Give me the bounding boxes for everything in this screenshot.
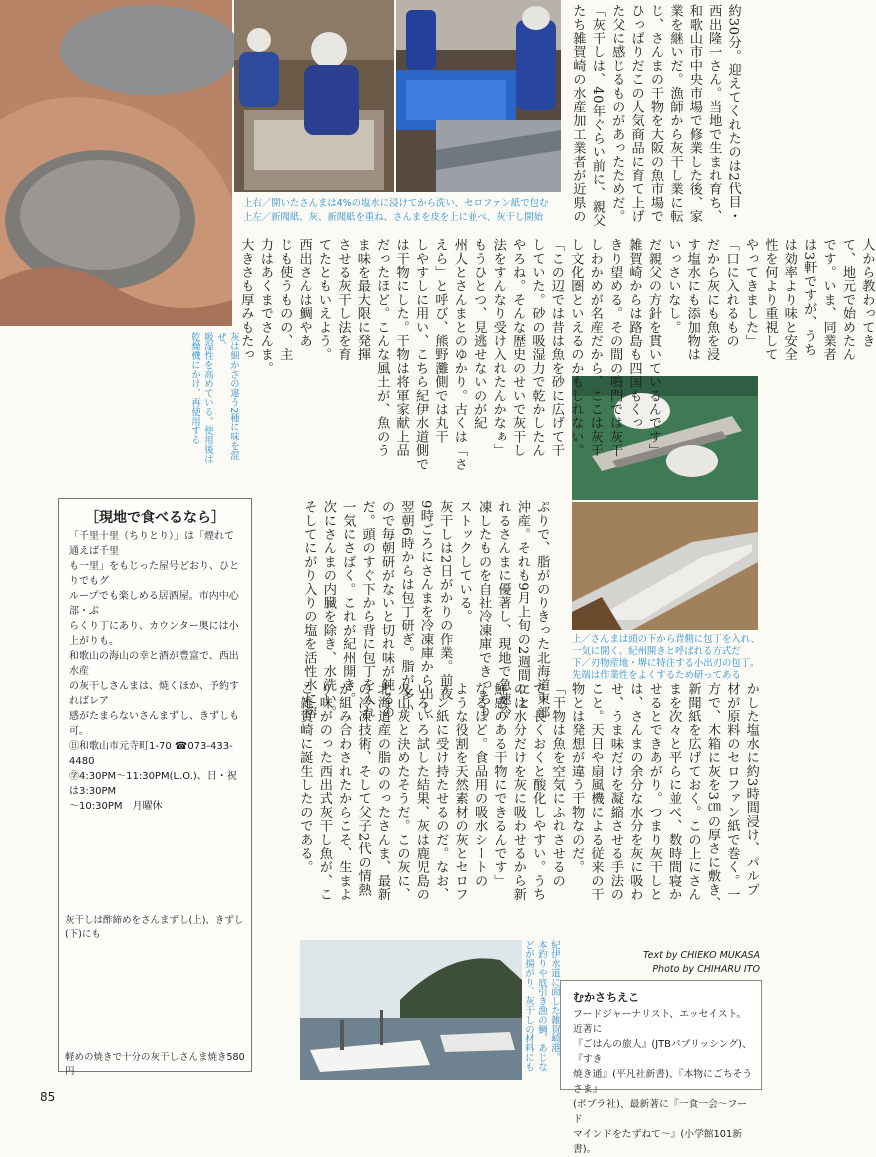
knife-caption-line4: 先端は作業性をよくするため研ってある [572,670,741,681]
ash-in-hands-photo [0,0,232,326]
workers-photo-right [234,0,394,192]
photo-caption-top-left: 上左／新聞紙、灰、新聞紙を重ね、さんまを皮を上に並べ、灰干し開始 [243,212,544,223]
page-number: 85 [40,1090,56,1104]
harbor-photo-caption: 紀伊水道に面した雑賀崎港。 本釣りや底引き漁の鯛、あじな どが揚がり、灰干しの材料にも [523,940,560,1072]
photo-credit: Photo by CHIHARU ITO [652,964,760,975]
knife-photo [572,502,758,630]
author-profile-box [560,980,762,1155]
body-column-3: ぷりで、脂がのりきった北海道東部 沖産。それも9月上旬の2週間にと れるさんまに優著し、現地で急速冷 凍したものを自社冷凍庫できっちり ストックしている。 灰干しは2日がかりの作業。前夜 9時ごろにさんまを冷凍庫から出し、 翌朝6時からは包丁研ぎ。脂が多い ので毎朝研がないと切れ味が鈍るの だ。頭のすぐ下から背に包丁を入れ 一気にさばく。これが紀州開き。 次にさんまの内臓を除き、水洗い。 そしてにがり入りの塩を活性水に溶 [301,500,550,729]
body-column-4: かした塩水に約3時間浸け、パルプ 材が原料のセロファン紙で巻く。一 方で、木箱に灰を3㎝の厚さに敷き、 新聞紙を広げておく。この上にさん まを次々と平らに並べ、数時間寝か せるとできあがり。つまり灰干しと は、さんまの余分な水分を灰に吸わ せ、うま味だけを凝縮させる手法の こと。天日や扇風機による従来の干 物とは発想が違う干物なのだ。 「干物は魚を空気にふれさせるの で、長くおくと酸化しやすい。うち のは水分だけを灰に吸わせるから新 鮮感のある干物にできるんです」 なるほど。食品用の吸水シートの ような役割を天然素材の灰とセロフ ァン紙に受け持たせるのだ。なお、 いろいろ試した結果、灰は鹿児島の 火山灰と決めたそうだ。この灰に、 北海道産の脂ののったさんま、最新 の冷凍技術、そして父子2代の情熱 が組み合わされたからこそ、生まよ り味がのった西出式灰干し魚が、こ こ雑賀崎に誕生したのである。 [297,682,759,911]
restaurant-info-box [58,498,252,1077]
knife-caption-line3: 下／刃物産地・堺に特注する小出刃の包丁。 [572,658,760,669]
text-credit: Text by CHIEKO MUKASA [643,950,760,961]
knife-caption-line2: 一気に開く。紀州開きと呼ばれる方式だ [572,646,741,657]
workers-photo-left [396,0,561,192]
body-column-1: 約30分。迎えてくれたのは2代目・ 西出隆一さん。当地で生まれ育ち、 和歌山市中央市場で修業した後、家 業を継いだ。漁師から灰干し業に転 じ、さんまの干物を大阪の魚市場で ひっぱりだこの人気商品に育て上げ た父に感じるものがあったためだ。 「灰干しは、40年ぐらい前に、親父 たち雑賀崎の水産加工業者が近県の [570,4,741,228]
photo-caption-top-right: 上右／開いたさんまは4%の塩水に浸けてから洗い、セロファン紙で包む [243,198,549,209]
ash-photo-caption: 灰は細かさの違う2種に味を混ぜ、 吸湿性を高めている。使用後は 乾燥機にかけ、再使用する [189,332,239,464]
info-box-body: 「千里十里（ちりとり）」は「煙れて通えば千里 も一里」をもじった屋号どおり、ひとりでもグ ループでも楽しめる居酒屋。市内中心部・ぶ らくり丁にあり、カウンター奥には小上がりも。 和歌山の海山の幸と酒が豊富で、西出水産 の灰干しさんまは、焼くほか、予約すればレア 感がたまらないさんまずし、きずしも可。 ㊐和歌山市元寺町1-70 ☎073-433-4480 ㊫4:30PM〜11:30PM(L.O.)、日・祝は3:30PM 〜10:30PM 月曜休 [69,531,239,812]
harbor-photo [300,940,522,1080]
info-box-title: ［現地で食べるなら］ [85,510,225,526]
dish1-caption: 灰干しは酢締めをさんまずし(上)、きずし(下)にも [65,915,244,940]
knife-caption-line1: 上／さんまは頭の下から背側に包丁を入れ、 [572,634,761,645]
dish2-caption: 軽めの焼きで十分の灰干しさんま焼き580円 [65,1052,245,1077]
author-name: むかさちえこ [573,991,639,1004]
body-column-2: 人から教わってき て、地元で始めたん です。いま、同業者 は3軒ですが、うち は効率より味と安全 性を何より重視して やってきました」 「口に入れるもの だから灰にも魚を浸 す塩水にも添加物は いっさいなし。 だ親父の方針を貫いているんです」 雑賀崎からは路島も四国もくっ きり望める。その間の鳴門では灰干 しわかめが名産だから、ここは灰干 し文化圏といえるのかもしれない。 「この辺では昔は魚を砂に広げて干 していた。砂の吸湿力で乾かしたん やろね。そんな歴史のせいで灰干し 法をすんなり受け入れたんかなぁ」 もうひとつ、見逃せないのが紀 州人とさんまとのゆかり。古くは「さ えら」と呼び、熊野灘側では丸干 しやすしに用い、こちら紀伊水道側で は干物にした。干物は将軍家献上品 だったほど。こんな風土が、魚のう ま味を最大限に発揮 させる灰干し法を育 てたともいえよう。 西出さんは鯛やあ じも使うものの、主 力はあくまでさんま。 大きさも厚みもたっ [238,238,875,471]
author-bio: フードジャーナリスト、エッセイスト。近著に 『ごはんの旅人』(JTBパブリッシング)、『すき 焼き通』(平凡社新書)、『本物にごちそうさま』 (ポプラ社)、最新著に『一食一会〜フード マインドをたずねて〜』(小学館101新書)。 [573,1009,753,1155]
